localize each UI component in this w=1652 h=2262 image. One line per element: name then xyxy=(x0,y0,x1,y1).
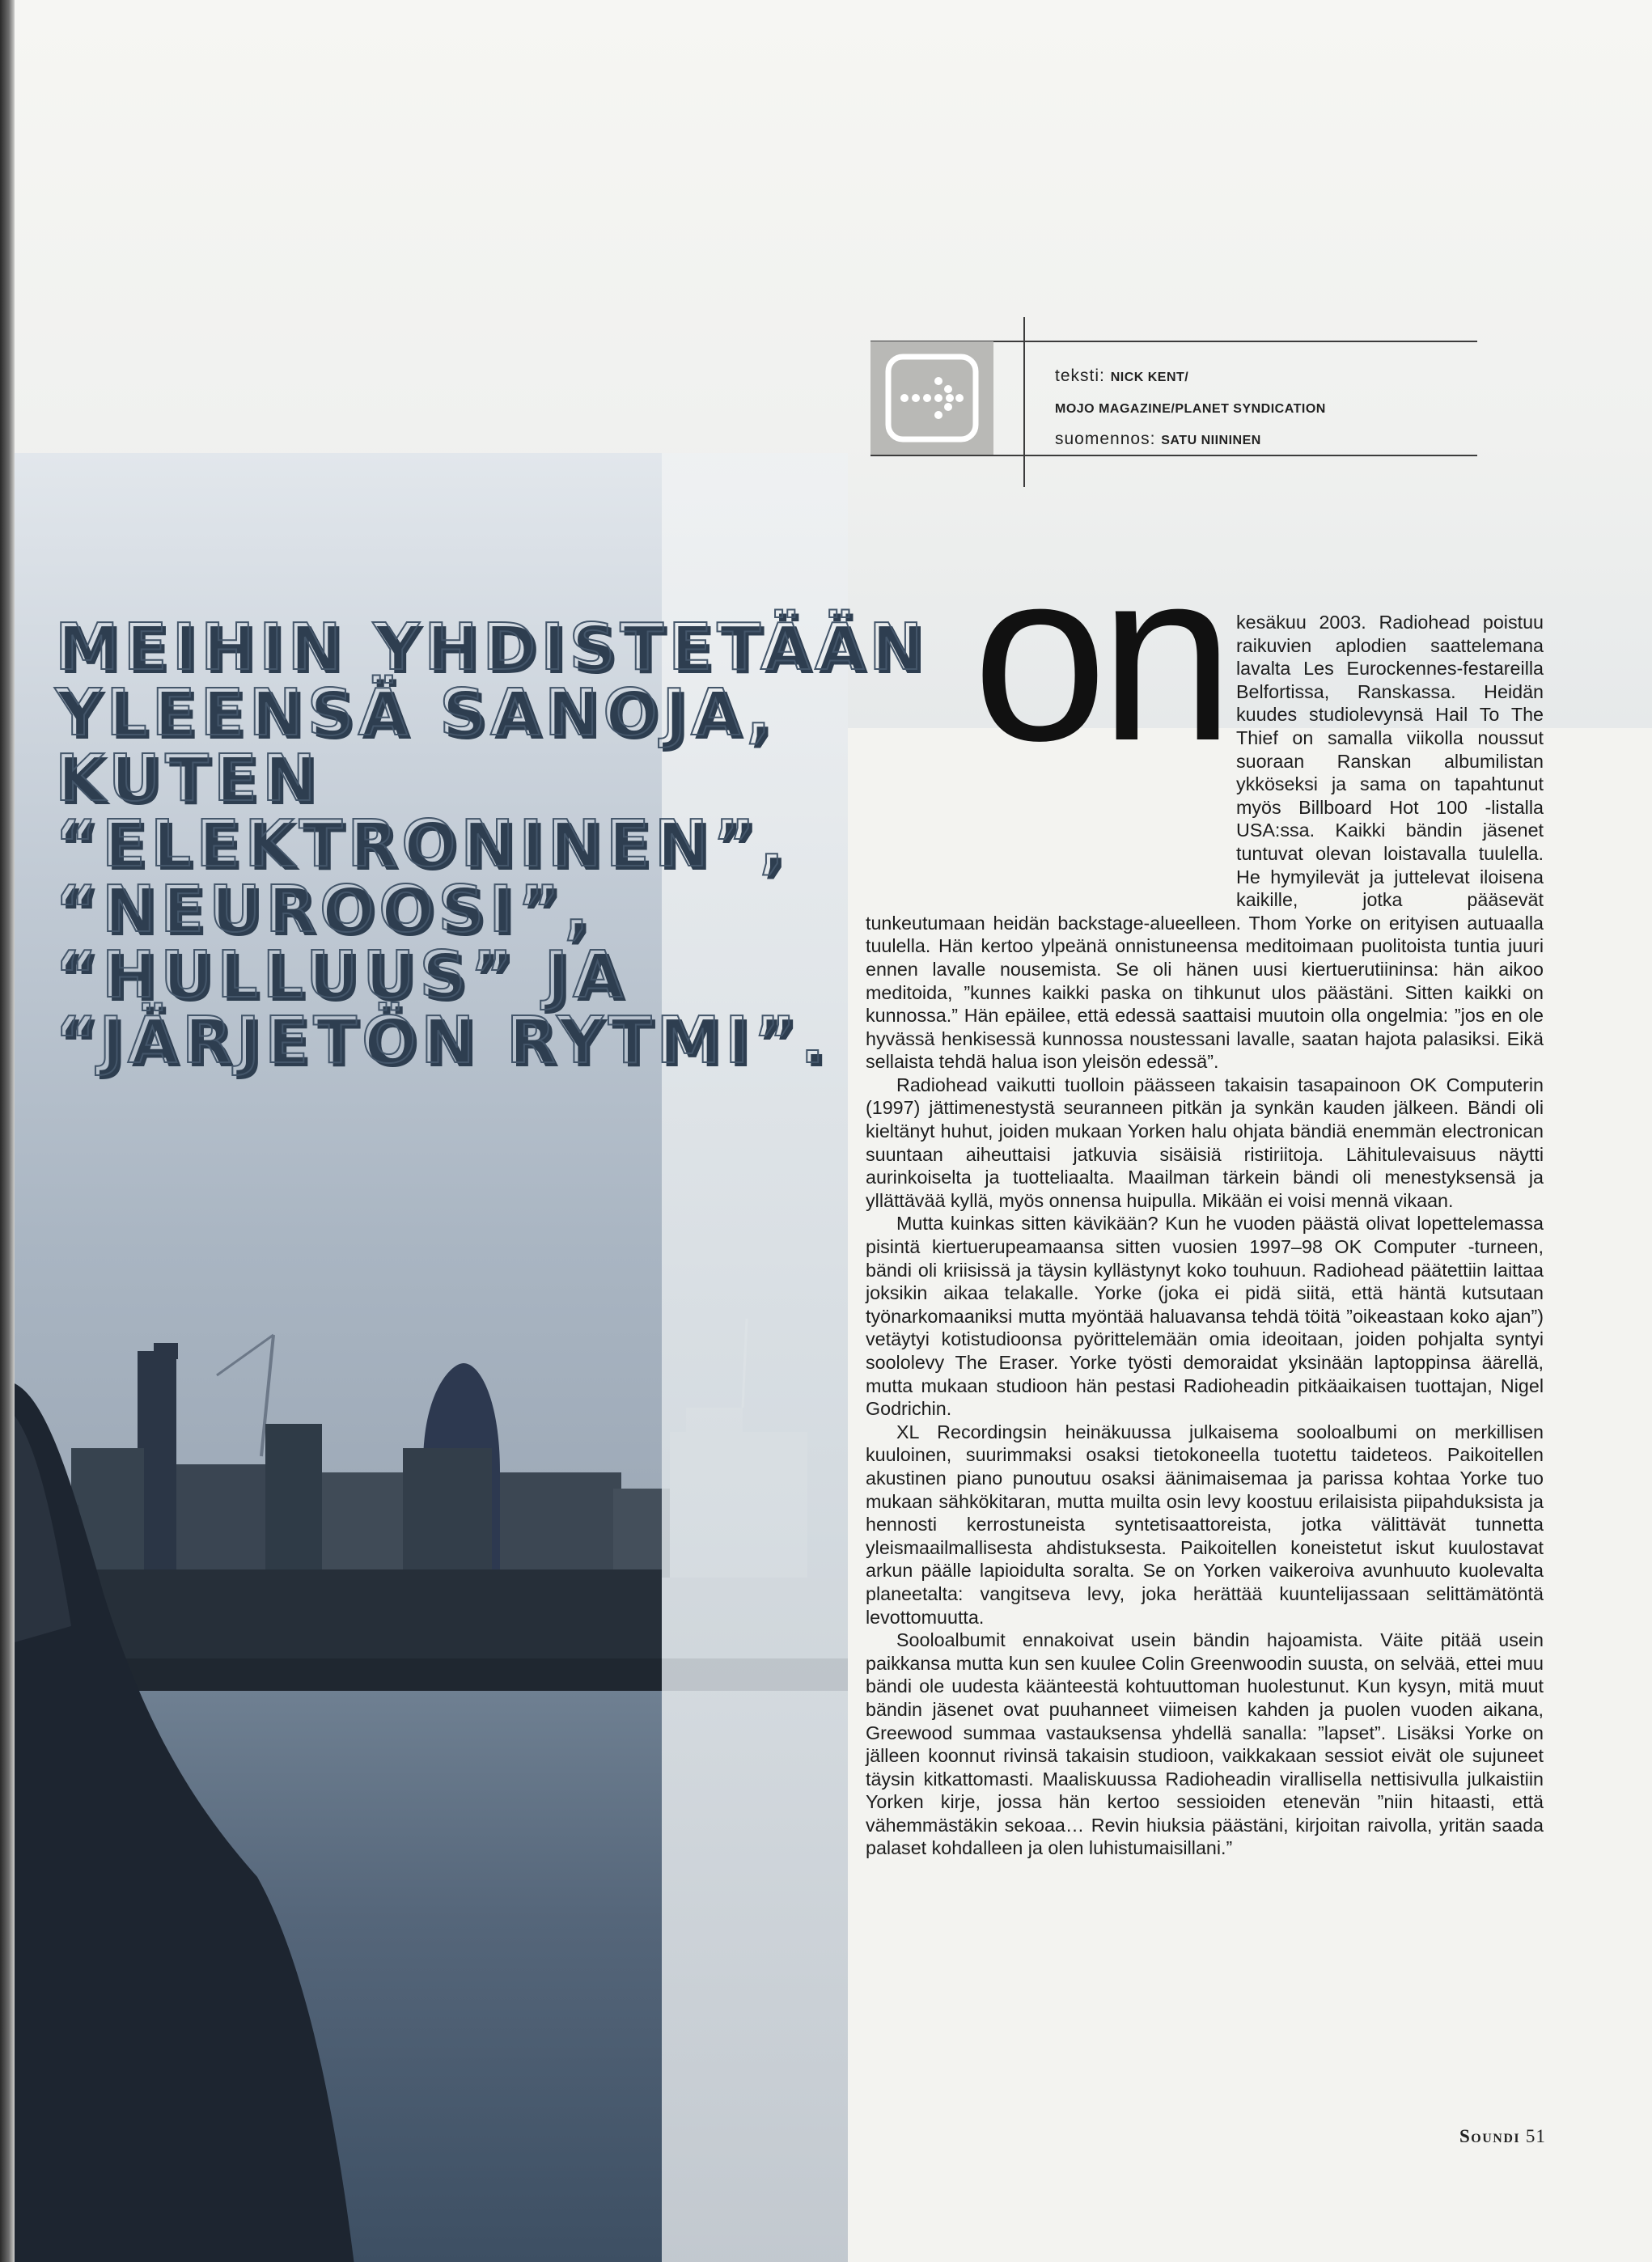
magazine-name: Soundi xyxy=(1459,2126,1521,2146)
page-folio xyxy=(1459,2126,1546,2147)
headline-line: “HULLUUS” JA xyxy=(55,938,628,1012)
headline-line: “JÄRJETÖN RYTMI”. xyxy=(55,1003,830,1078)
writer-name: NICK KENT/ xyxy=(1110,371,1189,384)
headline-line: “NEUROOSI”, xyxy=(55,872,594,947)
article-paragraph: Sooloalbumit ennakoivat usein bändin hajoamista. Väite pitää usein paikkansa mutta kun sen kuulee Colin Greenwoodin suusta, on selvää, ettei muu bändi ole uudesta käänteestä kohtuuttoman huolestunut. Kun kysyn, mitä muut bändin jäsenet ovat puuhanneet viimeisen kahden ja puolen vuoden aikana, Greewood summaa vastauksensa yhdellä sanalla: ”lapset”. Lisäksi Yorke on jälleen koonnut rivinsä takaisin studioon, vaikkakaan sessiot eivät ole sujuneet täysin kitkattomasti. Maaliskuussa Radioheadin virallisella nettisivulla julkaistiin Yorken kirje, jossa hän kertoo sessioiden etenevän ”niin hitaasti, että vähemmästäkin sekoaa… Revin hiuksia päästäni, kirjoitan raivolla, yritän saada palaset kohdalleen ja olen luhistumaisillani.” xyxy=(866,1629,1544,1859)
arrow-dots-icon xyxy=(885,354,979,443)
article-paragraph: Mutta kuinkas sitten kävikään? Kun he vuoden päästä olivat lopettelemassa pisintä kiertuerupeamaansa sitten vuosien 1997–98 OK Computer -turneen, bändi oli kriisissä ja täysin kyllästynyt koko touhuun. Radiohead päätettiin laittaa joksikin aikaa telakalle. Yorke (joka ei pidä siitä, että häntä kutsutaan työnarkomaaniksi mutta myöntää haluavansa tehdä töitä ”oikeastaan koko ajan”) vetäytyi kotistudioonsa pyörittelemään omia ideoitaan, joiden pohjalta syntyi soololevy The Eraser. Yorke työsti demoraidat yksinään laptoppinsa äärellä, mutta mukaan studioon hän pestasi Radioheadin pitkäaikaisen tuottajan, Nigel Godrichin. xyxy=(866,1213,1544,1420)
headline-line: KUTEN “ELEKTRONINEN”, xyxy=(55,741,789,881)
person-silhouette xyxy=(15,1383,354,2262)
drop-word: on xyxy=(972,519,1226,791)
credits-vertical-rule xyxy=(1023,317,1025,487)
article-paragraph: kesäkuu 2003. Radiohead poistuu raikuvien aplodien saattelemana lavalta Les Eurockennes-festareilla Belfortissa, Ranskassa. Heidän kuudes studiolevynsä Hail To The Thief on samalla viikolla noussut suoraan Ranskan albumilistan ykköseksi ja sama on tapahtunut myös Billboard Hot 100 -listalla USA:ssa. Kaikki bändin jäsenet tuntuvat olevan loistavalla tuulella. He hymyilevät ja juttelevat iloisena kaikille, jotka pääsevät tunkeutumaan heidän backstage-alueelleen. Thom Yorke on erityisen autuaalla tuulella. Hän kertoo ylpeänä onnistuneensa meditoimaan puolitoista tuntia juuri ennen lavalle nousemista. Se oli hänen uusi kiertuerutiininsa: hän aikoo meditoida, ”kunnes kaikki paska on tihkunut ulos päästäni. Sitten kaikki on kunnossa.” Hän epäilee, että edessä saattaisi muutoin olla ongelmia: ”jos en ole hyvässä henkisessä kunnossa noustessani lavalle, saatan hajota palasiksi. Eikä sellaista tehdä halua ison yleisön edessä”. xyxy=(866,612,1544,1073)
page-number: 51 xyxy=(1525,2126,1546,2146)
credit-source xyxy=(1055,392,1476,424)
article-body xyxy=(866,611,1544,1860)
credit-writer: teksti: NICK KENT/ xyxy=(1055,366,1189,385)
drop-word-space xyxy=(866,611,1236,892)
source-name: MOJO MAGAZINE/PLANET SYNDICATION xyxy=(1055,402,1326,416)
headline-line: YLEENSÄ SANOJA, xyxy=(55,676,776,750)
translator-name: SATU NIININEN xyxy=(1161,434,1261,447)
page-gutter xyxy=(0,0,15,2262)
article-paragraph: Radiohead vaikutti tuolloin päässeen takaisin tasapainoon OK Computerin (1997) jättimenestystä seuranneen pitkän ja synkän kauden jälkeen. Bändi oli kieltänyt huhut, joiden mukaan Yorken halu ohjata bändiä enemmän electronican suuntaan aiheuttaisi jatkuvia sisäisiä ristiriitoja. Lähitulevaisuus näytti aurinkoiselta ja tuotteliaalta. Maailman tärkein bändi oli menestyksensä ja yllättävää kyllä, myös onnensa huipulla. Mikään ei voisi mennä vikaan. xyxy=(866,1074,1544,1211)
article-paragraph: XL Recordingsin heinäkuussa julkaisema sooloalbumi on merkillisen kuuloinen, suurimmaksi osaksi tietokoneella tuotettu taideteos. Paikoitellen akustinen piano punoutuu osaksi äänimaisemaa ja parissa kohtaa Yorke tuo mukaan sähkökitaran, mutta muilta osin levy koostuu erilaisista piipahduksista ja hennosti kerrostuneista syntetisaattoreista, jotka välittävät tunnetta yleismaailmallisesta ahdistuksesta. Paikoitellen koneistetut iskut kuulostavat arkun päälle lapioidulta soralta. Se on Yorken vaikeroiva avunhuuto kuolevalta planeetalta: vangitseva levy, joka herättää kuuntelijassaan selittämätöntä levottomuutta. xyxy=(866,1421,1544,1628)
credit-translator: suomennos: SATU NIININEN xyxy=(1055,430,1261,448)
article-credits xyxy=(1055,361,1476,455)
headline-line: MEIHIN YHDISTETÄÄN xyxy=(55,610,928,684)
